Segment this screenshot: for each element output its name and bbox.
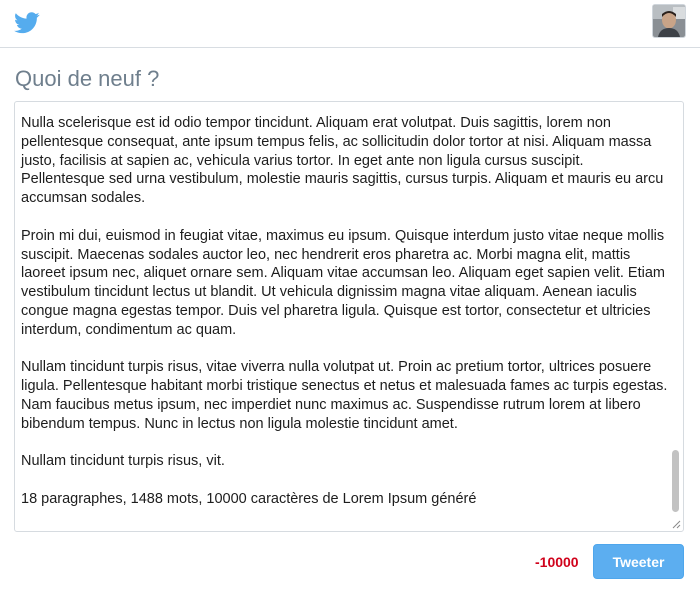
text-paragraph: Proin mi dui, euismod in feugiat vitae, maximus eu ipsum. Quisque interdum justo vitae neque mollis suscipit. Maecenas sodales auctor leo, nec hendrerit eros pharetra ac. Morbi magna elit, mattis laoreet ipsum nec, aliquet ornare sem. Aliquam vitae accumsan leo. Aliquam eget sapien velit. Etiam vestibulum tincidunt lectus ut blandit. Ut vehicula dignissim magna vitae aliquam. Aenean iaculis congue magna egestas tempor. Duis vel pharetra ligula. Quisque est tortor, consectetur et ultricies interdum, condimentum ac quam. <box>21 227 665 338</box>
tweet-textarea[interactable] <box>14 101 684 532</box>
page-title: Quoi de neuf ? <box>15 66 160 91</box>
avatar-image <box>653 5 685 37</box>
user-avatar[interactable] <box>652 4 686 38</box>
tweet-button[interactable]: Tweeter <box>593 544 684 579</box>
text-paragraph: 18 paragraphes, 1488 mots, 10000 caractères de Lorem Ipsum généré <box>21 490 477 507</box>
resize-handle-icon[interactable] <box>671 519 681 529</box>
text-paragraph: Nulla scelerisque est id odio tempor tincidunt. Aliquam erat volutpat. Duis sagittis, lorem non pellentesque consequat, ante ipsum tempus felis, ac sollicitudin dolor tortor at nisi. Aliquam massa justo, facilisis at sapien ac, vehicula varius tortor. In eget ante non ligula cursus suscipit. Pellentesque sed urna vestibulum, molestie mauris sagittis, cursus turpis. Aliquam et mauris eu arcu accumsan sodales. <box>21 115 664 207</box>
top-bar <box>0 0 700 48</box>
twitter-bird-icon[interactable] <box>14 12 40 34</box>
scrollbar-thumb[interactable] <box>672 450 679 512</box>
remaining-character-count: -10000 <box>535 554 579 570</box>
text-paragraph: Nullam tincidunt turpis risus, vitae viverra nulla volutpat ut. Proin ac pretium tortor, ultrices posuere ligula. Pellentesque habitant morbi tristique senectus et netus et malesuada fames ac turpis egestas. Nam faucibus metus ipsum, nec imperdiet nunc maximus ac. Suspendisse rutrum lorem at libero bibendum tempus. Nunc in lectus non ligula molestie tincidunt amet. <box>21 359 668 432</box>
text-paragraph: Nullam tincidunt turpis risus, vit. <box>21 453 225 470</box>
tweet-text-content[interactable] <box>21 114 669 528</box>
